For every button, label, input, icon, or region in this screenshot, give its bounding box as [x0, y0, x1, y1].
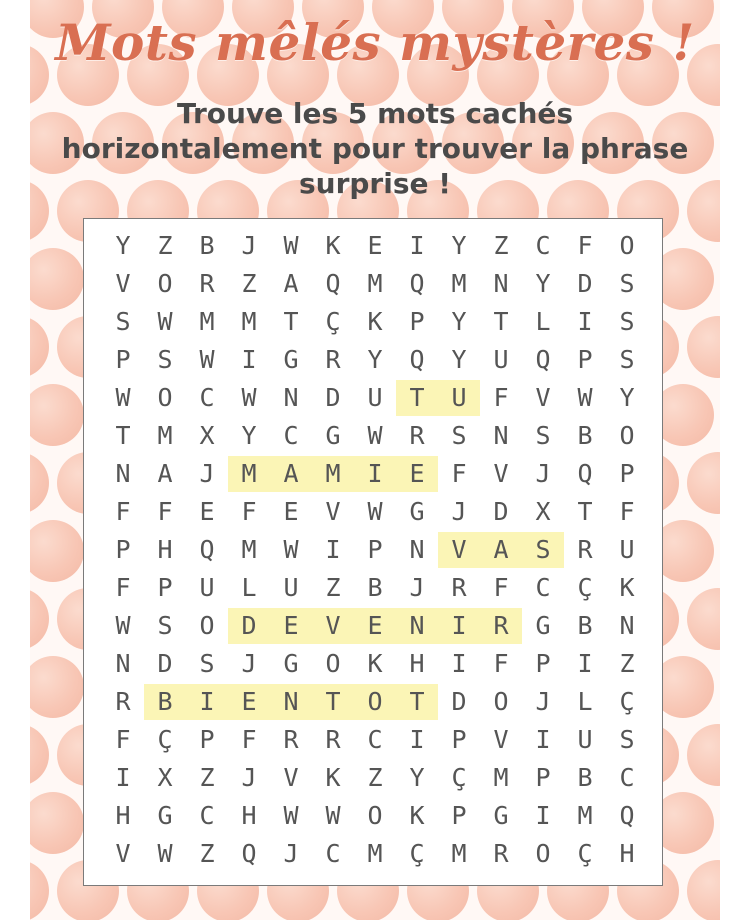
grid-letter[interactable]: M: [157, 421, 173, 450]
grid-letter[interactable]: Q: [577, 459, 593, 488]
grid-letter[interactable]: I: [577, 307, 593, 336]
grid-letter[interactable]: D: [325, 383, 341, 412]
grid-letter[interactable]: U: [283, 573, 299, 602]
grid-letter[interactable]: M: [493, 763, 509, 792]
grid-letter[interactable]: C: [535, 231, 551, 260]
grid-letter[interactable]: M: [241, 307, 257, 336]
grid-letter[interactable]: H: [409, 649, 425, 678]
grid-letter[interactable]: J: [283, 839, 299, 868]
grid-letter[interactable]: I: [325, 535, 341, 564]
grid-letter[interactable]: S: [535, 421, 551, 450]
grid-letter[interactable]: J: [199, 459, 215, 488]
grid-letter[interactable]: F: [577, 231, 593, 260]
grid-letter[interactable]: Z: [157, 231, 173, 260]
grid-letter[interactable]: D: [577, 269, 593, 298]
grid-letter[interactable]: Z: [199, 839, 215, 868]
grid-letter[interactable]: S: [157, 611, 173, 640]
grid-letter[interactable]: E: [367, 231, 383, 260]
grid-letter[interactable]: P: [115, 345, 131, 374]
grid-letter[interactable]: U: [199, 573, 215, 602]
grid-letter[interactable]: J: [535, 459, 551, 488]
grid-letter[interactable]: H: [157, 535, 173, 564]
grid-letter[interactable]: J: [451, 497, 467, 526]
grid-letter[interactable]: B: [367, 573, 383, 602]
grid-letter[interactable]: K: [619, 573, 635, 602]
grid-letter[interactable]: F: [619, 497, 635, 526]
grid-letter[interactable]: Ç: [325, 307, 341, 336]
word-search-box: [83, 218, 663, 886]
grid-letter[interactable]: Z: [619, 649, 635, 678]
grid-letter[interactable]: V: [283, 763, 299, 792]
grid-letter[interactable]: R: [409, 421, 425, 450]
grid-letter[interactable]: K: [367, 307, 383, 336]
grid-letter[interactable]: M: [451, 839, 467, 868]
grid-letter[interactable]: R: [493, 839, 509, 868]
grid-letter[interactable]: S: [619, 345, 635, 374]
word-search-grid: [102, 227, 648, 879]
grid-letter[interactable]: P: [115, 535, 131, 564]
grid-letter[interactable]: Z: [367, 763, 383, 792]
grid-letter[interactable]: C: [199, 383, 215, 412]
grid-letter[interactable]: P: [367, 535, 383, 564]
grid-letter[interactable]: I: [535, 725, 551, 754]
grid-letter[interactable]: M: [241, 459, 257, 488]
grid-letter[interactable]: V: [115, 269, 131, 298]
page-title: Mots mêlés mystères !: [55, 13, 695, 72]
grid-letter[interactable]: M: [325, 459, 341, 488]
grid-letter[interactable]: E: [283, 497, 299, 526]
grid-letter[interactable]: L: [535, 307, 551, 336]
grid-letter[interactable]: S: [157, 345, 173, 374]
grid-letter[interactable]: M: [199, 307, 215, 336]
grid-letter[interactable]: Y: [451, 307, 467, 336]
puzzle-sheet: [30, 0, 720, 920]
grid-letter[interactable]: W: [115, 383, 131, 412]
grid-letter[interactable]: G: [535, 611, 551, 640]
grid-letter[interactable]: A: [157, 459, 173, 488]
grid-letter[interactable]: Q: [241, 839, 257, 868]
grid-letter[interactable]: T: [409, 383, 425, 412]
grid-letter[interactable]: I: [241, 345, 257, 374]
grid-letter[interactable]: R: [115, 687, 131, 716]
grid-letter[interactable]: I: [577, 649, 593, 678]
grid-letter[interactable]: M: [367, 839, 383, 868]
grid-letter[interactable]: U: [619, 535, 635, 564]
grid-letter[interactable]: O: [493, 687, 509, 716]
grid-letter[interactable]: D: [493, 497, 509, 526]
grid-letter[interactable]: D: [451, 687, 467, 716]
grid-letter[interactable]: L: [577, 687, 593, 716]
grid-letter[interactable]: B: [199, 231, 215, 260]
grid-letter[interactable]: M: [451, 269, 467, 298]
grid-letter[interactable]: N: [409, 611, 425, 640]
right-margin: [720, 0, 750, 920]
grid-letter[interactable]: T: [325, 687, 341, 716]
grid-letter[interactable]: G: [409, 497, 425, 526]
grid-letter[interactable]: J: [409, 573, 425, 602]
grid-letter[interactable]: O: [367, 801, 383, 830]
grid-letter[interactable]: O: [157, 383, 173, 412]
left-margin: [0, 0, 30, 920]
grid-letter[interactable]: R: [577, 535, 593, 564]
grid-letter[interactable]: N: [283, 687, 299, 716]
grid-letter[interactable]: W: [199, 345, 215, 374]
grid-letter[interactable]: U: [451, 383, 467, 412]
grid-letter[interactable]: P: [535, 649, 551, 678]
grid-letter[interactable]: C: [283, 421, 299, 450]
grid-letter[interactable]: C: [367, 725, 383, 754]
grid-letter[interactable]: D: [241, 611, 257, 640]
grid-letter[interactable]: H: [619, 839, 635, 868]
grid-letter[interactable]: F: [493, 649, 509, 678]
grid-letter[interactable]: Z: [493, 231, 509, 260]
grid-letter[interactable]: N: [493, 269, 509, 298]
grid-letter[interactable]: W: [367, 421, 383, 450]
grid-letter[interactable]: K: [409, 801, 425, 830]
grid-letter[interactable]: P: [451, 725, 467, 754]
grid-letter[interactable]: S: [451, 421, 467, 450]
grid-letter[interactable]: S: [619, 269, 635, 298]
grid-letter[interactable]: Y: [535, 269, 551, 298]
grid-letter[interactable]: I: [367, 459, 383, 488]
grid-letter[interactable]: Ç: [577, 839, 593, 868]
grid-letter[interactable]: S: [199, 649, 215, 678]
grid-letter[interactable]: E: [409, 459, 425, 488]
grid-letter[interactable]: O: [367, 687, 383, 716]
grid-letter[interactable]: W: [577, 383, 593, 412]
grid-letter[interactable]: G: [157, 801, 173, 830]
grid-letter[interactable]: B: [577, 611, 593, 640]
grid-letter[interactable]: Z: [199, 763, 215, 792]
grid-letter[interactable]: V: [325, 611, 341, 640]
grid-letter[interactable]: E: [283, 611, 299, 640]
grid-letter[interactable]: F: [115, 497, 131, 526]
grid-letter[interactable]: F: [493, 573, 509, 602]
grid-letter[interactable]: J: [241, 231, 257, 260]
grid-letter[interactable]: N: [619, 611, 635, 640]
grid-letter[interactable]: V: [451, 535, 467, 564]
grid-letter[interactable]: W: [325, 801, 341, 830]
grid-letter[interactable]: F: [115, 573, 131, 602]
grid-letter[interactable]: V: [535, 383, 551, 412]
grid-letter[interactable]: T: [409, 687, 425, 716]
grid-letter[interactable]: H: [115, 801, 131, 830]
grid-letter[interactable]: I: [199, 687, 215, 716]
grid-letter[interactable]: E: [241, 687, 257, 716]
grid-letter[interactable]: I: [409, 725, 425, 754]
grid-letter[interactable]: G: [325, 421, 341, 450]
grid-letter[interactable]: X: [535, 497, 551, 526]
grid-letter[interactable]: R: [493, 611, 509, 640]
grid-letter[interactable]: Y: [451, 345, 467, 374]
grid-letter[interactable]: M: [241, 535, 257, 564]
grid-letter[interactable]: W: [283, 231, 299, 260]
grid-letter[interactable]: F: [157, 497, 173, 526]
grid-letter[interactable]: N: [409, 535, 425, 564]
grid-letter[interactable]: J: [535, 687, 551, 716]
grid-letter[interactable]: O: [619, 421, 635, 450]
grid-letter[interactable]: Ç: [451, 763, 467, 792]
grid-letter[interactable]: Ç: [619, 687, 635, 716]
grid-letter[interactable]: R: [325, 345, 341, 374]
grid-letter[interactable]: K: [367, 649, 383, 678]
grid-letter[interactable]: C: [535, 573, 551, 602]
grid-letter[interactable]: I: [451, 611, 467, 640]
grid-letter[interactable]: V: [325, 497, 341, 526]
grid-letter[interactable]: O: [157, 269, 173, 298]
grid-letter[interactable]: E: [367, 611, 383, 640]
grid-letter[interactable]: G: [283, 345, 299, 374]
grid-letter[interactable]: Z: [241, 269, 257, 298]
grid-letter[interactable]: W: [241, 383, 257, 412]
grid-letter[interactable]: R: [283, 725, 299, 754]
grid-letter[interactable]: B: [577, 763, 593, 792]
grid-letter[interactable]: Q: [535, 345, 551, 374]
grid-letter[interactable]: R: [451, 573, 467, 602]
grid-letter[interactable]: T: [283, 307, 299, 336]
grid-letter[interactable]: V: [493, 725, 509, 754]
grid-letter[interactable]: A: [283, 269, 299, 298]
grid-letter[interactable]: Y: [409, 763, 425, 792]
grid-letter[interactable]: B: [157, 687, 173, 716]
grid-letter[interactable]: P: [451, 801, 467, 830]
grid-letter[interactable]: P: [577, 345, 593, 374]
grid-letter[interactable]: P: [157, 573, 173, 602]
grid-letter[interactable]: W: [115, 611, 131, 640]
grid-letter[interactable]: O: [535, 839, 551, 868]
grid-letter[interactable]: Y: [619, 383, 635, 412]
grid-letter[interactable]: N: [115, 649, 131, 678]
grid-letter[interactable]: V: [115, 839, 131, 868]
grid-letter[interactable]: L: [241, 573, 257, 602]
grid-letter[interactable]: W: [283, 801, 299, 830]
grid-letter[interactable]: S: [619, 307, 635, 336]
grid-letter[interactable]: F: [241, 497, 257, 526]
grid-letter[interactable]: Q: [619, 801, 635, 830]
grid-letter[interactable]: P: [199, 725, 215, 754]
grid-letter[interactable]: I: [115, 763, 131, 792]
grid-letter[interactable]: Q: [325, 269, 341, 298]
grid-letter[interactable]: S: [115, 307, 131, 336]
grid-letter[interactable]: H: [241, 801, 257, 830]
grid-letter[interactable]: Z: [325, 573, 341, 602]
grid-letter[interactable]: R: [199, 269, 215, 298]
grid-letter[interactable]: P: [619, 459, 635, 488]
grid-letter[interactable]: O: [325, 649, 341, 678]
grid-letter[interactable]: J: [241, 649, 257, 678]
grid-letter[interactable]: B: [577, 421, 593, 450]
grid-letter[interactable]: T: [115, 421, 131, 450]
grid-letter[interactable]: K: [325, 231, 341, 260]
grid-letter[interactable]: P: [409, 307, 425, 336]
grid-letter[interactable]: S: [619, 725, 635, 754]
grid-letter[interactable]: C: [199, 801, 215, 830]
grid-letter[interactable]: P: [535, 763, 551, 792]
grid-letter[interactable]: Ç: [157, 725, 173, 754]
grid-letter[interactable]: X: [199, 421, 215, 450]
grid-letter[interactable]: Q: [409, 345, 425, 374]
grid-letter[interactable]: T: [493, 307, 509, 336]
grid-letter[interactable]: N: [115, 459, 131, 488]
grid-letter[interactable]: U: [493, 345, 509, 374]
grid-letter[interactable]: I: [535, 801, 551, 830]
grid-letter[interactable]: Q: [409, 269, 425, 298]
grid-letter[interactable]: F: [241, 725, 257, 754]
grid-letter[interactable]: V: [493, 459, 509, 488]
grid-letter[interactable]: F: [451, 459, 467, 488]
grid-letter[interactable]: W: [367, 497, 383, 526]
grid-letter[interactable]: G: [493, 801, 509, 830]
grid-letter[interactable]: Ç: [409, 839, 425, 868]
grid-letter[interactable]: Y: [451, 231, 467, 260]
grid-letter[interactable]: J: [241, 763, 257, 792]
grid-letter[interactable]: Y: [241, 421, 257, 450]
grid-letter[interactable]: D: [157, 649, 173, 678]
grid-letter[interactable]: U: [577, 725, 593, 754]
grid-letter[interactable]: M: [577, 801, 593, 830]
grid-letter[interactable]: K: [325, 763, 341, 792]
grid-letter[interactable]: R: [325, 725, 341, 754]
grid-letter[interactable]: S: [535, 535, 551, 564]
grid-letter[interactable]: G: [283, 649, 299, 678]
grid-letter[interactable]: W: [157, 839, 173, 868]
grid-letter[interactable]: E: [199, 497, 215, 526]
grid-letter[interactable]: C: [619, 763, 635, 792]
grid-letter[interactable]: U: [367, 383, 383, 412]
grid-letter[interactable]: F: [493, 383, 509, 412]
grid-letter[interactable]: Y: [115, 231, 131, 260]
grid-letter[interactable]: I: [451, 649, 467, 678]
grid-letter[interactable]: A: [283, 459, 299, 488]
grid-letter[interactable]: Ç: [577, 573, 593, 602]
grid-letter[interactable]: C: [325, 839, 341, 868]
grid-letter[interactable]: X: [157, 763, 173, 792]
grid-letter[interactable]: Q: [199, 535, 215, 564]
grid-letter[interactable]: F: [115, 725, 131, 754]
grid-letter[interactable]: Y: [367, 345, 383, 374]
grid-letter[interactable]: I: [409, 231, 425, 260]
grid-letter[interactable]: N: [493, 421, 509, 450]
instructions: Trouve les 5 mots cachés horizontalement pour trouver la phrase surprise !: [61, 97, 689, 200]
grid-letter[interactable]: N: [283, 383, 299, 412]
grid-letter[interactable]: W: [283, 535, 299, 564]
grid-letter[interactable]: A: [493, 535, 509, 564]
grid-letter[interactable]: O: [199, 611, 215, 640]
grid-letter[interactable]: O: [619, 231, 635, 260]
grid-letter[interactable]: W: [157, 307, 173, 336]
grid-letter[interactable]: M: [367, 269, 383, 298]
grid-letter[interactable]: T: [577, 497, 593, 526]
